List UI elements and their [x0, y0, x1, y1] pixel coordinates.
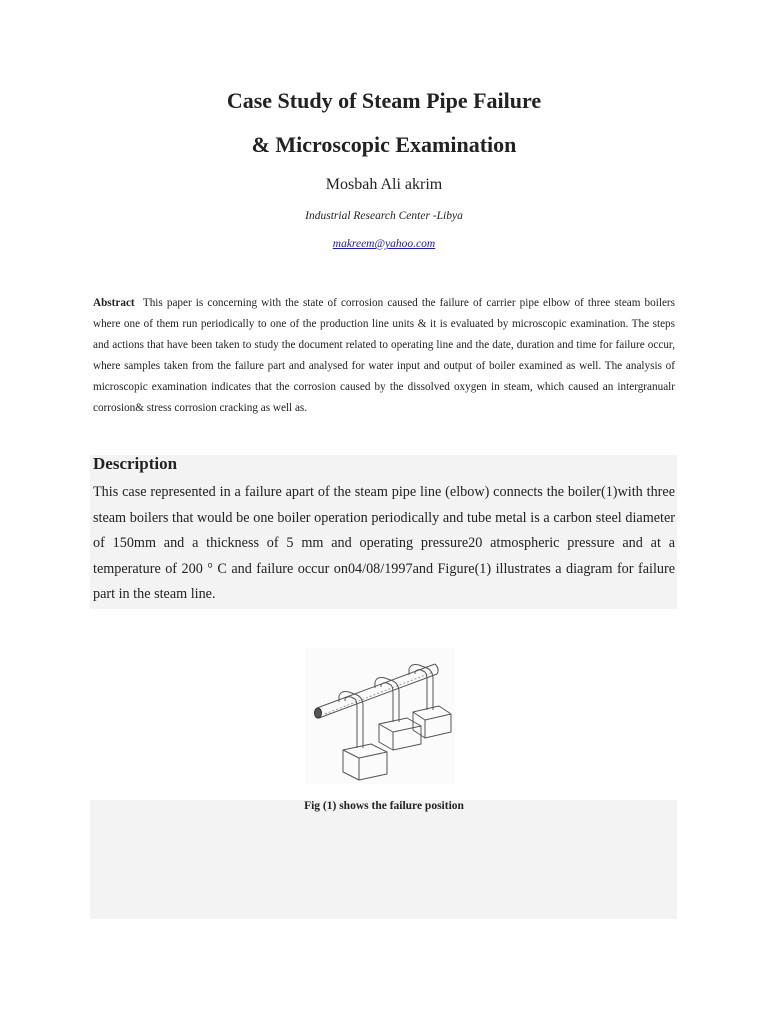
- paper-title-line1: Case Study of Steam Pipe Failure: [226, 88, 542, 113]
- abstract-section: [93, 293, 675, 419]
- pipe-diagram-icon: [305, 648, 455, 784]
- author-affiliation: Industrial Research Center -Libya: [305, 210, 463, 222]
- description-body: This case represented in a failure apart of the steam pipe line (elbow) connects the boiler(1)with three steam boilers that would be one boiler operation periodically and tube metal is a carbon steel diameter of 150mm and a thickness of 5 mm and operating pressure20 atmospheric pressure and at a temperature of 200 ° C and failure occur on04/08/1997and Figure(1) illustrates a diagram for failure part in the steam line.: [93, 484, 675, 602]
- author-name: Mosbah Ali akrim: [325, 176, 443, 193]
- paper-title-line2: & Microscopic Examination: [251, 132, 517, 157]
- steam-pipe-diagram: [305, 648, 455, 784]
- email-link[interactable]: makreem@yahoo.com: [332, 238, 436, 250]
- description-heading: Description: [93, 454, 178, 473]
- abstract-label: Abstract: [93, 297, 135, 309]
- abstract-text: This paper is concerning with the state of corrosion caused the failure of carrier pipe elbow of three steam boilers where one of them run periodically to one of the production line units & it is evaluated by microscopic examination. The steps and actions that have been taken to study the document related to operating line and the date, duration and time for failure occur, where samples taken from the failure part and analysed for water input and output of boiler examined as well. The analysis of microscopic examination indicates that the corrosion caused by the dissolved oxygen in steam, which caused an intergranualr corrosion& stress corrosion cracking as well as.: [93, 297, 676, 414]
- caption-background: [90, 800, 677, 919]
- author-email: [0, 238, 768, 250]
- figure-caption: Fig (1) shows the failure position: [304, 800, 464, 812]
